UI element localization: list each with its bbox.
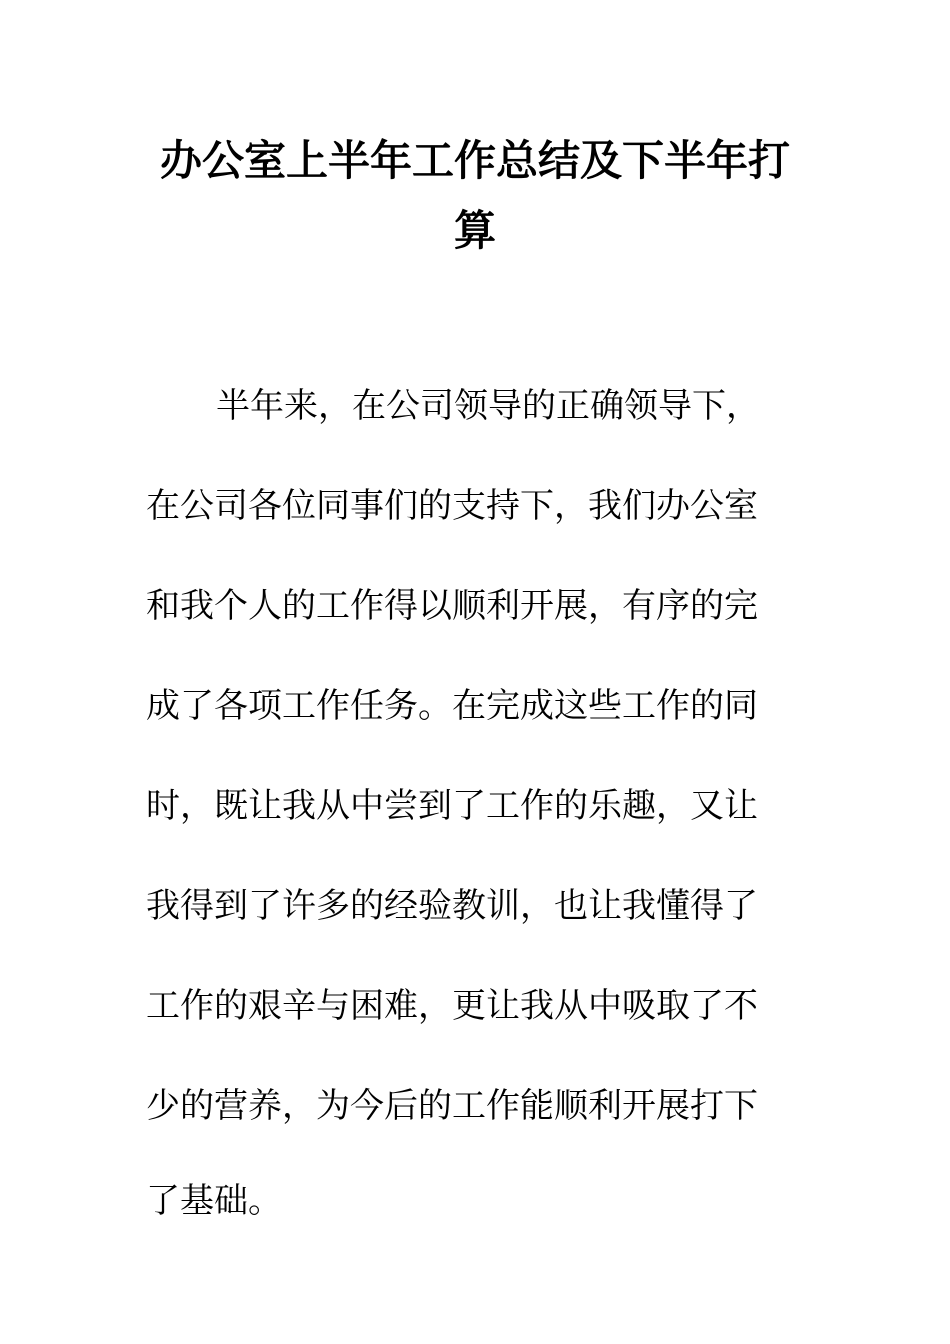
body-line-5: 时，既让我从中尝到了工作的乐趣，又让 [146,786,758,826]
body-line-1: 半年来，在公司领导的正确领导下， [216,386,760,426]
body-line-3: 和我个人的工作得以顺利开展，有序的完 [146,586,758,626]
body-line-7: 工作的艰辛与困难，更让我从中吸取了不 [146,986,758,1026]
document-title-line-1: 办公室上半年工作总结及下半年打 [159,136,790,185]
body-line-2: 在公司各位同事们的支持下，我们办公室 [146,486,758,526]
body-line-8: 少的营养，为今后的工作能顺利开展打下 [146,1086,758,1126]
body-line-4: 成了各项工作任务。在完成这些工作的同 [146,686,758,726]
body-line-6: 我得到了许多的经验教训，也让我懂得了 [146,886,758,926]
document-title-line-2: 算 [453,206,496,255]
body-line-9: 了基础。 [146,1181,282,1221]
